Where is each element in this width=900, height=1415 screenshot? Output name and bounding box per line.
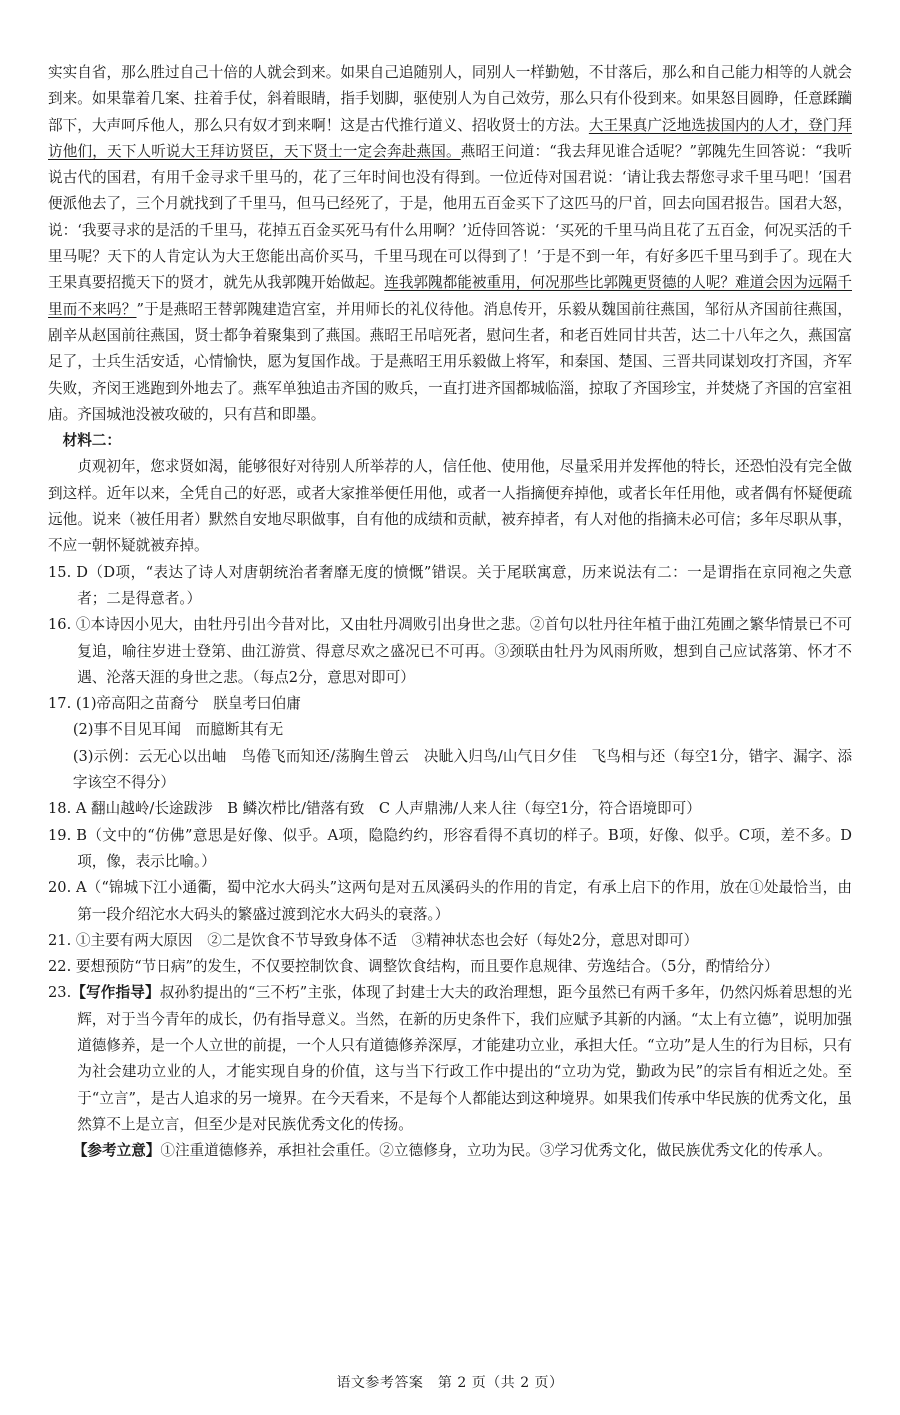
answer-17-2: (2)事不目见耳闻 而臆断其有无: [72, 721, 284, 739]
answer-18: 18. A 翻山越岭/长途跋涉 B 鳞次栉比/错落有致 C 人声鼎沸/人来人往（每空1分，符合语境即可）: [48, 800, 701, 818]
answer-17-1: 17. (1)帝高阳之苗裔兮 朕皇考曰伯庸: [48, 695, 301, 713]
answer-16: 16. ①本诗因小见大，由牡丹引出今昔对比，又由牡丹凋败引出身世之悲。②首句以牡丹往年植于曲江苑圃之繁华情景已不可复追，喻往岁进士登第、曲江游赏、得意尽欢之盛况已不可再。③颈联由牡丹为风雨所败，想到自己应试落第、怀才不遇、沦落天涯的身世之悲。（每点2分，意思对即可）: [48, 616, 852, 686]
material1-paragraph: [48, 60, 852, 428]
material2-heading: 材料二：: [62, 432, 121, 450]
reference-idea-text: ①注重道德修养，承担社会重任。②立德修身，立功为民。③学习优秀文化，做民族优秀文化的传承人。: [160, 1142, 832, 1160]
answer-20: 20. A（“锦城下江小通衢，蜀中沱水大码头”这两句是对五凤溪码头的作用的肯定，有承上启下的作用，放在①处最恰当，由第一段介绍沱水大码头的繁盛过渡到沱水大码头的衰落。）: [48, 879, 852, 923]
reference-idea-tag: 【参考立意】: [72, 1142, 161, 1160]
answer-19: 19. B（文中的“仿佛”意思是好像、似乎。A项，隐隐约约，形容看得不真切的样子。B项，好像、似乎。C项，差不多。D项，像，表示比喻。）: [48, 826, 852, 870]
material1-underlined-1: 大王果真广泛地选拔国内的人才，登门拜访他们，天下人听说大王拜访贤臣，天下贤士一定会奔赴燕国。: [48, 116, 852, 160]
material1-text-a: 实实自省，那么胜过自己十倍的人就会到来。如果自己追随别人，同别人一样勤勉，不甘落后，那么和自己能力相等的人就会到来。如果靠着几案、拄着手仗，斜着眼睛，指手划脚，驱使别人为自己效劳，那么只有仆役到来。如果怒目圆睁，任意蹂躏部下，大声呵斥他人，那么只有奴才到来啊！这是古代推行道义、招收贤士的方法。: [48, 64, 852, 134]
page-footer: 语文参考答案 第 2 页（共 2 页）: [336, 1375, 564, 1391]
answer-17-3: (3)示例：云无心以出岫 鸟倦飞而知还/荡胸生曾云 决眦入归鸟/山气日夕佳 飞鸟相与还（每空1分，错字、漏字、添字该空不得分）: [72, 747, 852, 792]
answer-page: [48, 60, 852, 1164]
answer-22: 22. 要想预防“节日病”的发生，不仅要控制饮食、调整饮食结构，而且要作息规律、劳逸结合。（5分，酌情给分）: [48, 958, 779, 976]
writing-guide-text: 叔孙豹提出的“三不朽”主张，体现了封建士大夫的政治理想，距今虽然已有两千多年，仍然闪烁着思想的光辉，对于当今青年的成长，仍有指导意义。当然，在新的历史条件下，我们应赋予其新的内涵。“太上有立德”，说明加强道德修养，是一个人立世的前提，一个人只有道德修养深厚，才能建功立业，承担大任。“立功”是人生的行为目标，只有为社会建功立业的人，才能实现自身的价值，这与当下行政工作中提出的“立功为党，勤政为民”的宗旨有相近之处。至于“立言”，是古人追求的另一境界。在今天看来，不是每个人都能达到这种境界。如果我们传承中华民族的优秀文化，虽然算不上是立言，但至少是对民族优秀文化的传扬。: [77, 984, 852, 1133]
material1-underlined-2: 连我郭隗都能被重用，何况那些比郭隗更贤德的人呢？难道会因为远隔千里而不来吗？: [48, 274, 852, 318]
answer-15: 15. D（D项，“表达了诗人对唐朝统治者奢靡无度的愤慨”错误。关于尾联寓意，历来说法有二：一是谓指在京同袍之失意者；二是得意者。）: [48, 563, 852, 607]
reference-idea: [48, 1138, 852, 1164]
answer-23: [48, 980, 852, 1138]
writing-guide-tag: 【写作指导】: [71, 984, 160, 1002]
answer-21: 21. ①主要有两大原因 ②二是饮食不节导致身体不适 ③精神状态也会好（每处2分，意思对即可）: [48, 931, 699, 949]
material1-text-b: 燕昭王问道：“我去拜见谁合适呢？”郭隗先生回答说：“我听说古代的国君，有用千金寻求千里马的，花了三年时间也没有得到。一位近侍对国君说：‘请让我去帮您寻求千里马吧！’国君便派他去了，三个月就找到了千里马，但马已经死了，于是，他用五百金买下了这匹马的尸首，回去向国君报告。国君大怒，说：‘我要寻求的是活的千里马，花掉五百金买死马有什么用啊？’近侍回答说：‘买死的千里马尚且花了五百金，何况买活的千里马呢？天下的人肯定认为大王您能出高价买马，千里马现在可以得到了！’于是不到一年，有好多匹千里马到手了。现在大王果真要招揽天下的贤才，就先从我郭隗开始做起。: [48, 142, 852, 292]
material1-text-c: ”于是燕昭王替郭隗建造宫室，并用师长的礼仪待他。消息传开，乐毅从魏国前往燕国，邹衍从齐国前往燕国，剧辛从赵国前往燕国，贤士都争着聚集到了燕国。燕昭王吊唁死者，慰问生者，和老百姓同甘共苦，达二十八年之久，燕国富足了，士兵生活安适，心情愉快，愿为复国作战。于是燕昭王用乐毅做上将军，和秦国、楚国、三晋共同谋划攻打齐国，齐军失败，齐闵王逃跑到外地去了。燕军单独追击齐国的败兵，一直打进齐国都城临淄，掠取了齐国珍宝，并焚烧了齐国的宫室祖庙。齐国城池没被攻破的，只有莒和即墨。: [48, 300, 852, 423]
material2-text: 贞观初年，您求贤如渴，能够很好对待别人所举荐的人，信任他、使用他，尽量采用并发挥他的特长，还恐怕没有完全做到这样。近年以来，全凭自己的好恶，或者大家推举便任用他，或者一人指摘便弃掉他，或者长年任用他，或者偶有怀疑便疏远他。说来（被任用者）默然自安地尽职做事，自有他的成绩和贡献，被弃掉者，有人对他的指摘未必可信；多年尽职从事，不应一朝怀疑就被弃掉。: [48, 458, 852, 555]
answer-23-number: 23.: [48, 984, 72, 1002]
